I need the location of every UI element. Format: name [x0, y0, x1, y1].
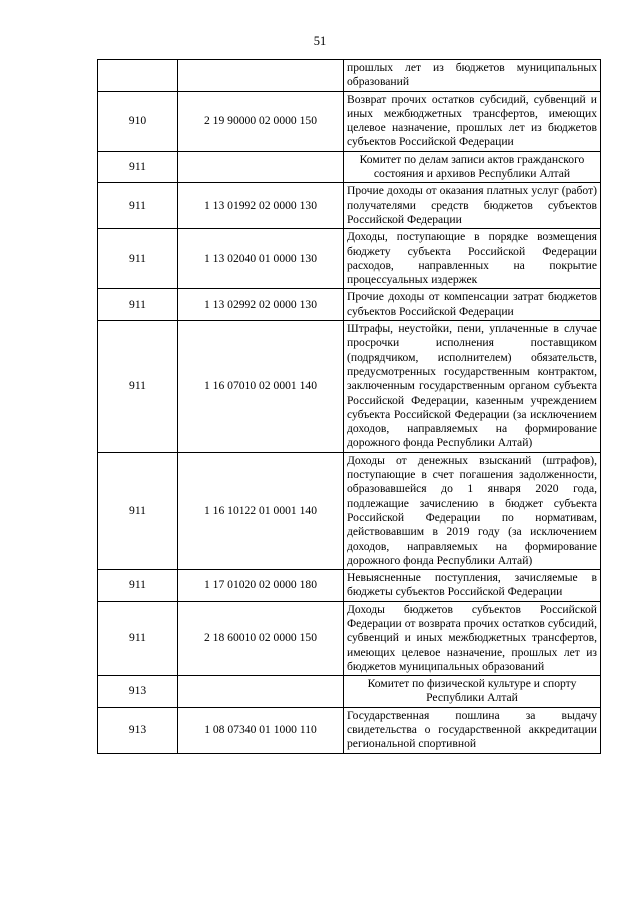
- table-row: [98, 570, 601, 602]
- administrator-code-cell: 911: [98, 452, 178, 569]
- revenue-name-cell: Доходы, поступающие в порядке возмещения бюджету субъекта Российской Федерации расходов, направленных на покрытие процессуальных издержек: [344, 229, 601, 289]
- budget-classification-code-cell: [178, 676, 344, 708]
- administrator-code-cell: 913: [98, 707, 178, 753]
- budget-classification-code-cell: 1 13 01992 02 0000 130: [178, 183, 344, 229]
- revenue-name-cell: Доходы от денежных взысканий (штрафов), поступающие в счет погашения задолженности, образовавшейся до 1 января 2020 года, подлежащие зачислению в бюджет субъекта Российской Федерации по нормативам, действовавшим в 2019 году (за исключением доходов, направляемых на формирование дорожного фонда Республики Алтай): [344, 452, 601, 569]
- table-row: [98, 229, 601, 289]
- table-row: [98, 183, 601, 229]
- revenue-name-cell: Государственная пошлина за выдачу свидетельства о государственной аккредитации региональной спортивной: [344, 707, 601, 753]
- table-row: [98, 601, 601, 675]
- administrator-code-cell: 911: [98, 289, 178, 321]
- administrator-code-cell: 911: [98, 229, 178, 289]
- administrator-code-cell: 911: [98, 183, 178, 229]
- administrator-name-cell: Комитет по физической культуре и спорту Республики Алтай: [344, 676, 601, 708]
- budget-revenue-table: [97, 59, 601, 754]
- table-row: [98, 452, 601, 569]
- budget-classification-code-cell: 1 13 02992 02 0000 130: [178, 289, 344, 321]
- budget-classification-code-cell: 1 13 02040 01 0000 130: [178, 229, 344, 289]
- table-row: [98, 321, 601, 453]
- revenue-name-cell: Невыясненные поступления, зачисляемые в бюджеты субъектов Российской Федерации: [344, 570, 601, 602]
- budget-classification-code-cell: 2 19 90000 02 0000 150: [178, 91, 344, 151]
- administrator-code-cell: 911: [98, 321, 178, 453]
- administrator-code-cell: 911: [98, 570, 178, 602]
- budget-classification-code-cell: [178, 60, 344, 92]
- budget-classification-code-cell: 1 17 01020 02 0000 180: [178, 570, 344, 602]
- administrator-code-cell: 911: [98, 151, 178, 183]
- page-number: 51: [313, 34, 327, 48]
- table-row: [98, 151, 601, 183]
- revenue-name-cell: Прочие доходы от компенсации затрат бюджетов субъектов Российской Федерации: [344, 289, 601, 321]
- budget-classification-code-cell: [178, 151, 344, 183]
- table-row: [98, 676, 601, 708]
- revenue-name-cell: прошлых лет из бюджетов муниципальных образований: [344, 60, 601, 92]
- revenue-name-cell: Доходы бюджетов субъектов Российской Федерации от возврата прочих остатков субсидий, субвенций и иных межбюджетных трансфертов, имеющих целевое назначение, прошлых лет из бюджетов муниципальных образований: [344, 601, 601, 675]
- table-row: [98, 60, 601, 92]
- administrator-code-cell: [98, 60, 178, 92]
- administrator-name-cell: Комитет по делам записи актов гражданского состояния и архивов Республики Алтай: [344, 151, 601, 183]
- administrator-code-cell: 910: [98, 91, 178, 151]
- budget-classification-code-cell: 2 18 60010 02 0000 150: [178, 601, 344, 675]
- table-row: [98, 707, 601, 753]
- administrator-code-cell: 913: [98, 676, 178, 708]
- budget-classification-code-cell: 1 16 07010 02 0001 140: [178, 321, 344, 453]
- revenue-name-cell: Прочие доходы от оказания платных услуг (работ) получателями средств бюджетов субъектов Российской Федерации: [344, 183, 601, 229]
- budget-classification-code-cell: 1 16 10122 01 0001 140: [178, 452, 344, 569]
- administrator-code-cell: 911: [98, 601, 178, 675]
- budget-classification-code-cell: 1 08 07340 01 1000 110: [178, 707, 344, 753]
- table-row: [98, 289, 601, 321]
- revenue-name-cell: Возврат прочих остатков субсидий, субвенций и иных межбюджетных трансфертов, имеющих целевое назначение, прошлых лет из бюджетов субъектов Российской Федерации: [344, 91, 601, 151]
- revenue-name-cell: Штрафы, неустойки, пени, уплаченные в случае просрочки исполнения поставщиком (подрядчиком, исполнителем) обязательств, предусмотренных государственным контрактом, заключенным государственным органом субъекта Российской Федерации, казенным учреждением субъекта Российской Федерации (за исключением доходов, направляемых на формирование дорожного фонда Республики Алтай): [344, 321, 601, 453]
- table-row: [98, 91, 601, 151]
